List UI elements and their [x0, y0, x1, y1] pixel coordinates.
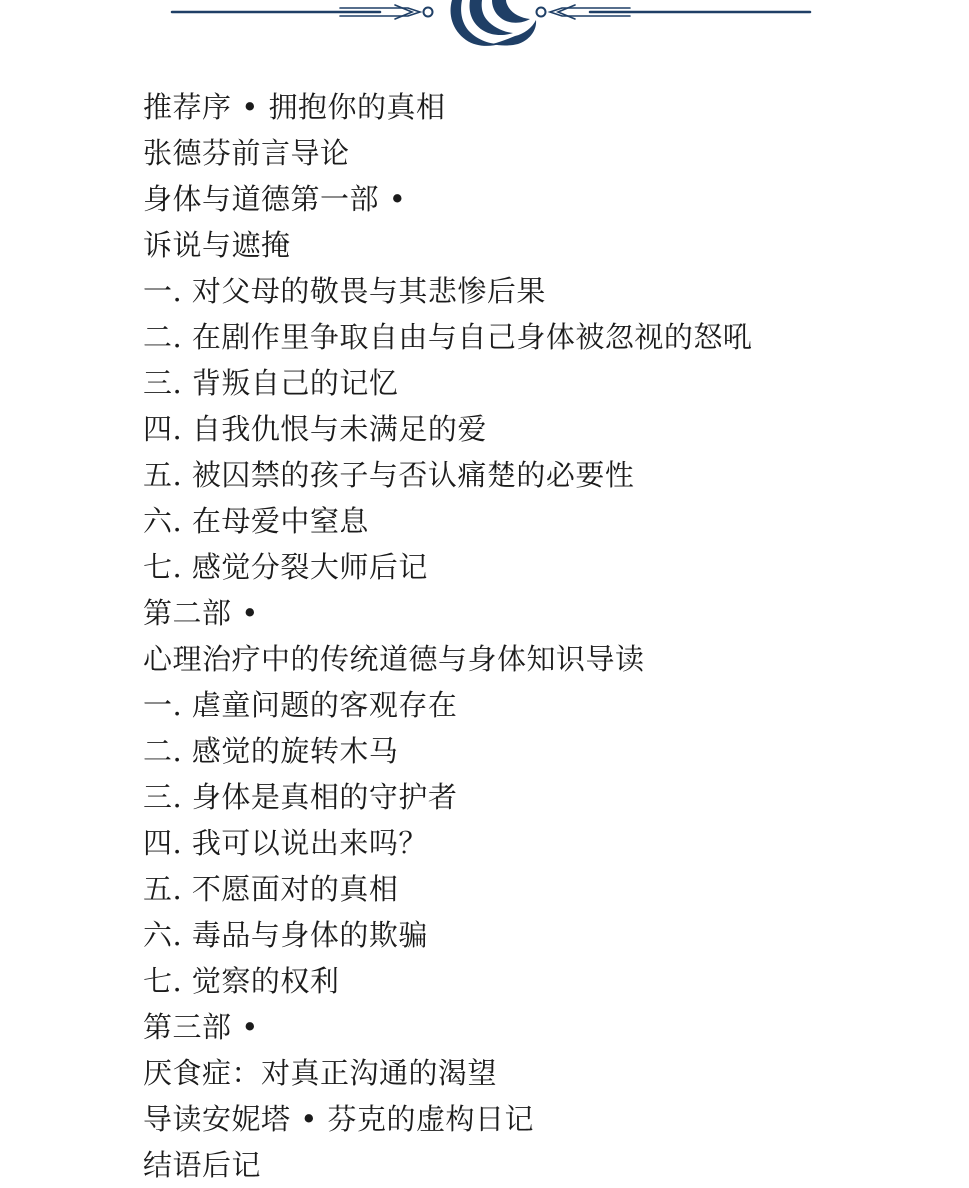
- toc-item[interactable]: 三. 背叛自己的记忆: [143, 366, 399, 400]
- ornament-right-circle: [537, 8, 546, 17]
- toc-item[interactable]: 一. 对父母的敬畏与其悲惨后果: [143, 274, 546, 308]
- toc-item[interactable]: 三. 身体是真相的守护者: [143, 780, 458, 814]
- toc-item[interactable]: 七. 觉察的权利: [143, 964, 340, 998]
- toc-item[interactable]: 二. 感觉的旋转木马: [143, 734, 399, 768]
- toc-item[interactable]: 一. 虐童问题的客观存在: [143, 688, 458, 722]
- ornament-left-circle: [424, 8, 433, 17]
- toc-item[interactable]: 四. 我可以说出来吗？: [143, 826, 428, 860]
- toc-item[interactable]: 结语后记: [143, 1148, 262, 1182]
- header-ornament: [0, 0, 969, 60]
- toc-item[interactable]: 六. 毒品与身体的欺骗: [143, 918, 428, 952]
- toc-item[interactable]: 厌食症：对真正沟通的渴望: [143, 1056, 498, 1090]
- toc-item[interactable]: 心理治疗中的传统道德与身体知识导读: [143, 642, 645, 676]
- toc-item[interactable]: 六. 在母爱中窒息: [143, 504, 369, 538]
- toc-item[interactable]: 身体与道德第一部 •: [143, 182, 407, 216]
- toc-item[interactable]: 第三部 •: [143, 1010, 259, 1044]
- toc-item[interactable]: 四. 自我仇恨与未满足的爱: [143, 412, 487, 446]
- toc-item[interactable]: 推荐序 • 拥抱你的真相: [143, 90, 446, 124]
- toc-item[interactable]: 五. 被囚禁的孩子与否认痛楚的必要性: [143, 458, 635, 492]
- swirl-crest-icon: [451, 0, 537, 46]
- toc-item[interactable]: 二. 在剧作里争取自由与自己身体被忽视的怒吼: [143, 320, 753, 354]
- toc-item[interactable]: 张德芬前言导论: [143, 136, 350, 170]
- table-of-contents: [143, 84, 752, 1188]
- toc-item[interactable]: 五. 不愿面对的真相: [143, 872, 399, 906]
- toc-item[interactable]: 第二部 •: [143, 596, 259, 630]
- toc-item[interactable]: 七. 感觉分裂大师后记: [143, 550, 428, 584]
- toc-item[interactable]: 诉说与遮掩: [143, 228, 291, 262]
- toc-item[interactable]: 导读安妮塔 • 芬克的虚构日记: [143, 1102, 535, 1136]
